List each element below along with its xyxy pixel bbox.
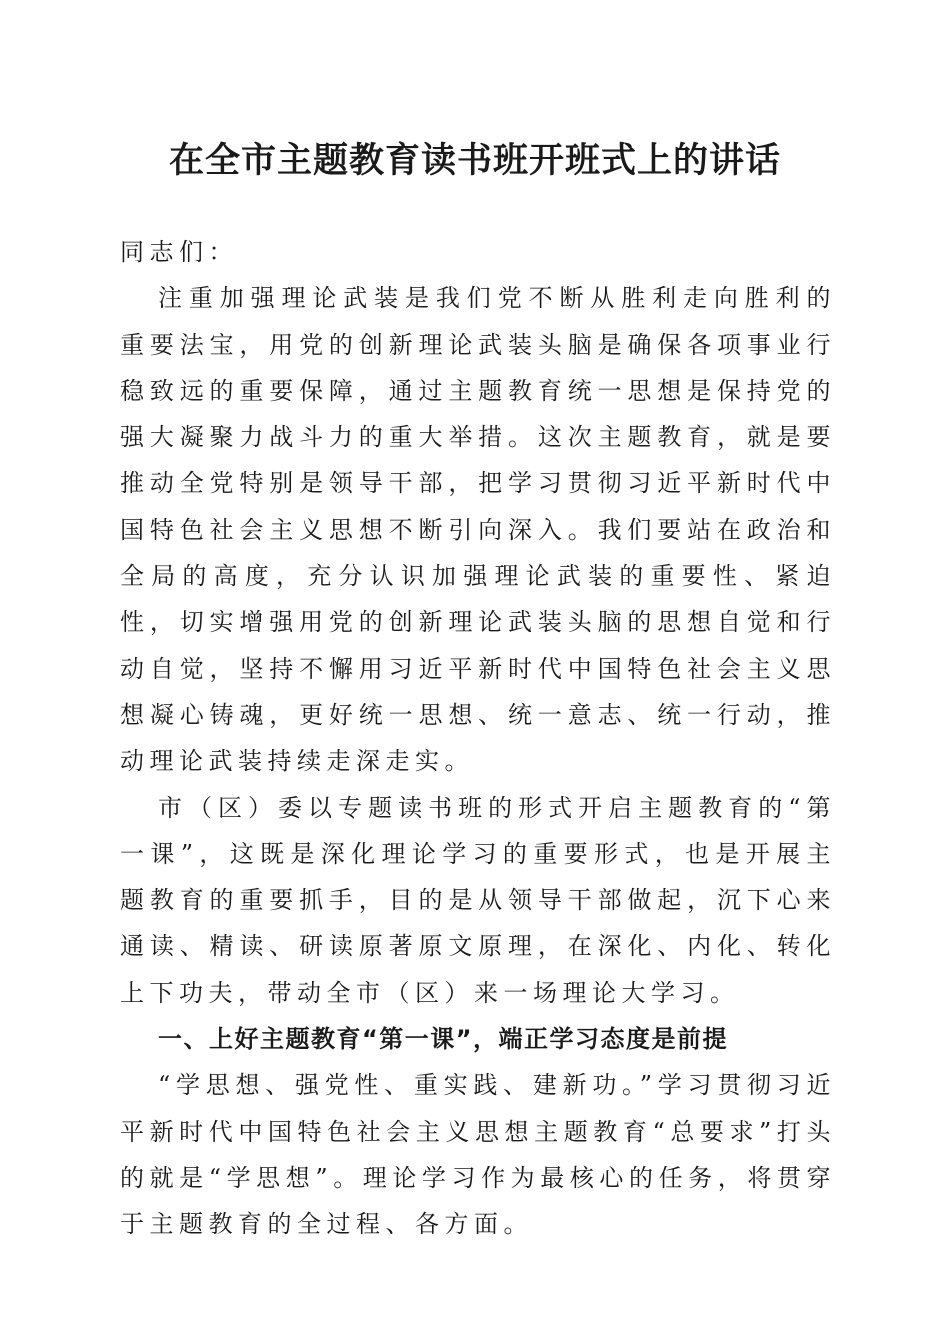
salutation: 同志们： [120, 238, 238, 266]
paragraph-1: 注重加强理论武装是我们党不断从胜利走向胜利的重要法宝，用党的创新理论武装头脑是确保各项事业行稳致远的重要保障，通过主题教育统一思想是保持党的强大凝聚力战斗力的重大举措。这次主题教育，就是要推动全党特别是领导干部，把学习贯彻习近平新时代中国特色社会主义思想不断引向深入。我们要站在政治和全局的高度，充分认识加强理论武装的重要性、紧迫性，切实增强用党的创新理论武装头脑的思想自觉和行动自觉，坚持不懈用习近平新时代中国特色社会主义思想凝心铸魂，更好统一思想、统一意志、统一行动，推动理论武装持续走深走实。 [120, 284, 836, 776]
section-paragraph: “学思想、强党性、重实践、建新功。”学习贯彻习近平新时代中国特色社会主义思想主题教育“总要求”打头的就是“学思想”。理论学习作为最核心的任务，将贯穿于主题教育的全过程、各方面。 [120, 1071, 836, 1239]
section-heading: 一、上好主题教育“第一课”，端正学习态度是前提 [158, 1025, 729, 1054]
document-body [120, 229, 836, 1248]
paragraph-2: 市（区）委以专题读书班的形式开启主题教育的“第一课”，这既是深化理论学习的重要形式，也是开展主题教育的重要抓手，目的是从领导干部做起，沉下心来通读、精读、研读原著原文原理，在深化、内化、转化上下功夫，带动全市（区）来一场理论大学习。 [120, 793, 836, 1007]
document-title: 在全市主题教育读书班开班式上的讲话 [168, 140, 781, 181]
